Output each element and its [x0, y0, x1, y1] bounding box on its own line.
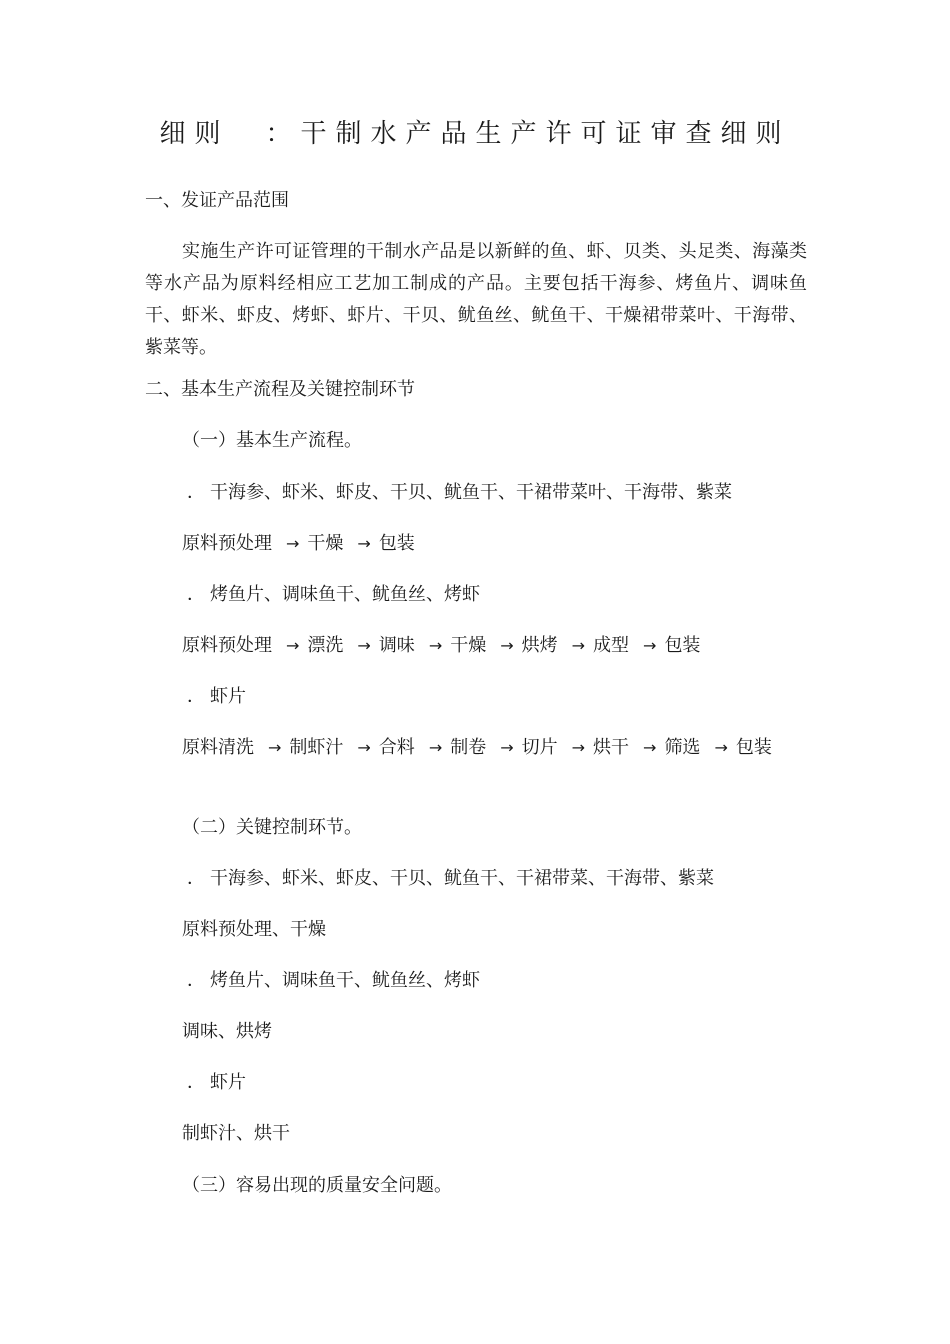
arrow-icon: →: [357, 738, 371, 757]
section2-heading: 二、基本生产流程及关键控制环节: [145, 379, 415, 400]
flow-step: 切片: [521, 737, 558, 758]
flow-step: 漂洗: [307, 635, 344, 656]
flow-step: 原料预处理: [182, 635, 272, 656]
bullet-mark: ．: [187, 1072, 205, 1093]
bullet-mark: ．: [187, 584, 205, 605]
flow-step: 干燥: [450, 635, 487, 656]
flow-step: 包装: [378, 533, 415, 554]
key3-points: 制虾汁、烘干: [182, 1123, 290, 1144]
subsection-2-heading: （二）关键控制环节。: [182, 817, 362, 838]
arrow-icon: →: [428, 636, 443, 655]
flow3-products-text: 虾片: [210, 686, 246, 707]
flow1-products-text: 干海参、虾米、虾皮、干贝、鱿鱼干、干裙带菜叶、干海带、紫菜: [210, 482, 732, 503]
key2-products-text: 烤鱼片、调味鱼干、鱿鱼丝、烤虾: [210, 970, 480, 991]
flow-step: 制虾汁: [289, 737, 344, 758]
flow-step: 制卷: [450, 737, 487, 758]
key2-points: 调味、烘烤: [182, 1021, 272, 1042]
arrow-icon: →: [428, 738, 443, 757]
key3-products: [182, 1070, 246, 1096]
arrow-icon: →: [571, 738, 586, 757]
flow-step: 包装: [664, 635, 701, 656]
arrow-icon: →: [643, 738, 657, 757]
flow-step: 成型: [593, 635, 630, 656]
flow3-products: [182, 684, 246, 710]
flow-step: 筛选: [664, 737, 701, 758]
subsection-3-heading: （三）容易出现的质量安全问题。: [182, 1175, 452, 1196]
key1-points: 原料预处理、干燥: [182, 919, 326, 940]
arrow-icon: →: [357, 534, 371, 553]
flow2-steps: [182, 633, 700, 659]
flow2-products: [182, 582, 480, 608]
flow-step: 包装: [735, 737, 772, 758]
flow1-products: [182, 480, 732, 506]
flow-step: 原料清洗: [182, 737, 254, 758]
key1-products-text: 干海参、虾米、虾皮、干贝、鱿鱼干、干裙带菜、干海带、紫菜: [210, 868, 714, 889]
subsection-1-heading: （一）基本生产流程。: [182, 430, 362, 451]
bullet-mark: ．: [187, 868, 205, 889]
arrow-icon: →: [643, 636, 657, 655]
flow-step: 合料: [378, 737, 415, 758]
arrow-icon: →: [286, 636, 300, 655]
arrow-icon: →: [357, 636, 371, 655]
bullet-mark: ．: [187, 970, 205, 991]
key2-products: [182, 968, 480, 994]
bullet-mark: ．: [187, 482, 205, 503]
flow-step: 烘烤: [521, 635, 558, 656]
flow2-products-text: 烤鱼片、调味鱼干、鱿鱼丝、烤虾: [210, 584, 480, 605]
flow-step: 调味: [378, 635, 415, 656]
arrow-icon: →: [268, 738, 282, 757]
flow-step: 烘干: [593, 737, 630, 758]
key1-products: [182, 866, 714, 892]
arrow-icon: →: [571, 636, 586, 655]
arrow-icon: →: [714, 738, 728, 757]
section1-heading: 一、发证产品范围: [145, 190, 289, 211]
section1-paragraph: 实施生产许可证管理的干制水产品是以新鲜的鱼、虾、贝类、头足类、海藻类等水产品为原料经相应工艺加工制成的产品。主要包括干海参、烤鱼片、调味鱼干、虾米、虾皮、烤虾、虾片、干贝、鱿鱼丝、鱿鱼干、干燥裙带菜叶、干海带、紫菜等。: [145, 241, 807, 358]
flow3-steps: [145, 733, 807, 763]
bullet-mark: ．: [187, 686, 205, 707]
title-part1: 细则: [159, 119, 230, 149]
key3-products-text: 虾片: [210, 1072, 246, 1093]
flow1-steps: [182, 531, 415, 557]
flow-step: 原料预处理: [182, 533, 272, 554]
title-part2: ：干制水产品生产许可证审查细则: [265, 119, 791, 149]
arrow-icon: →: [500, 636, 514, 655]
document-title: [0, 116, 950, 152]
flow-step: 干燥: [307, 533, 344, 554]
arrow-icon: →: [286, 534, 300, 553]
arrow-icon: →: [500, 738, 514, 757]
